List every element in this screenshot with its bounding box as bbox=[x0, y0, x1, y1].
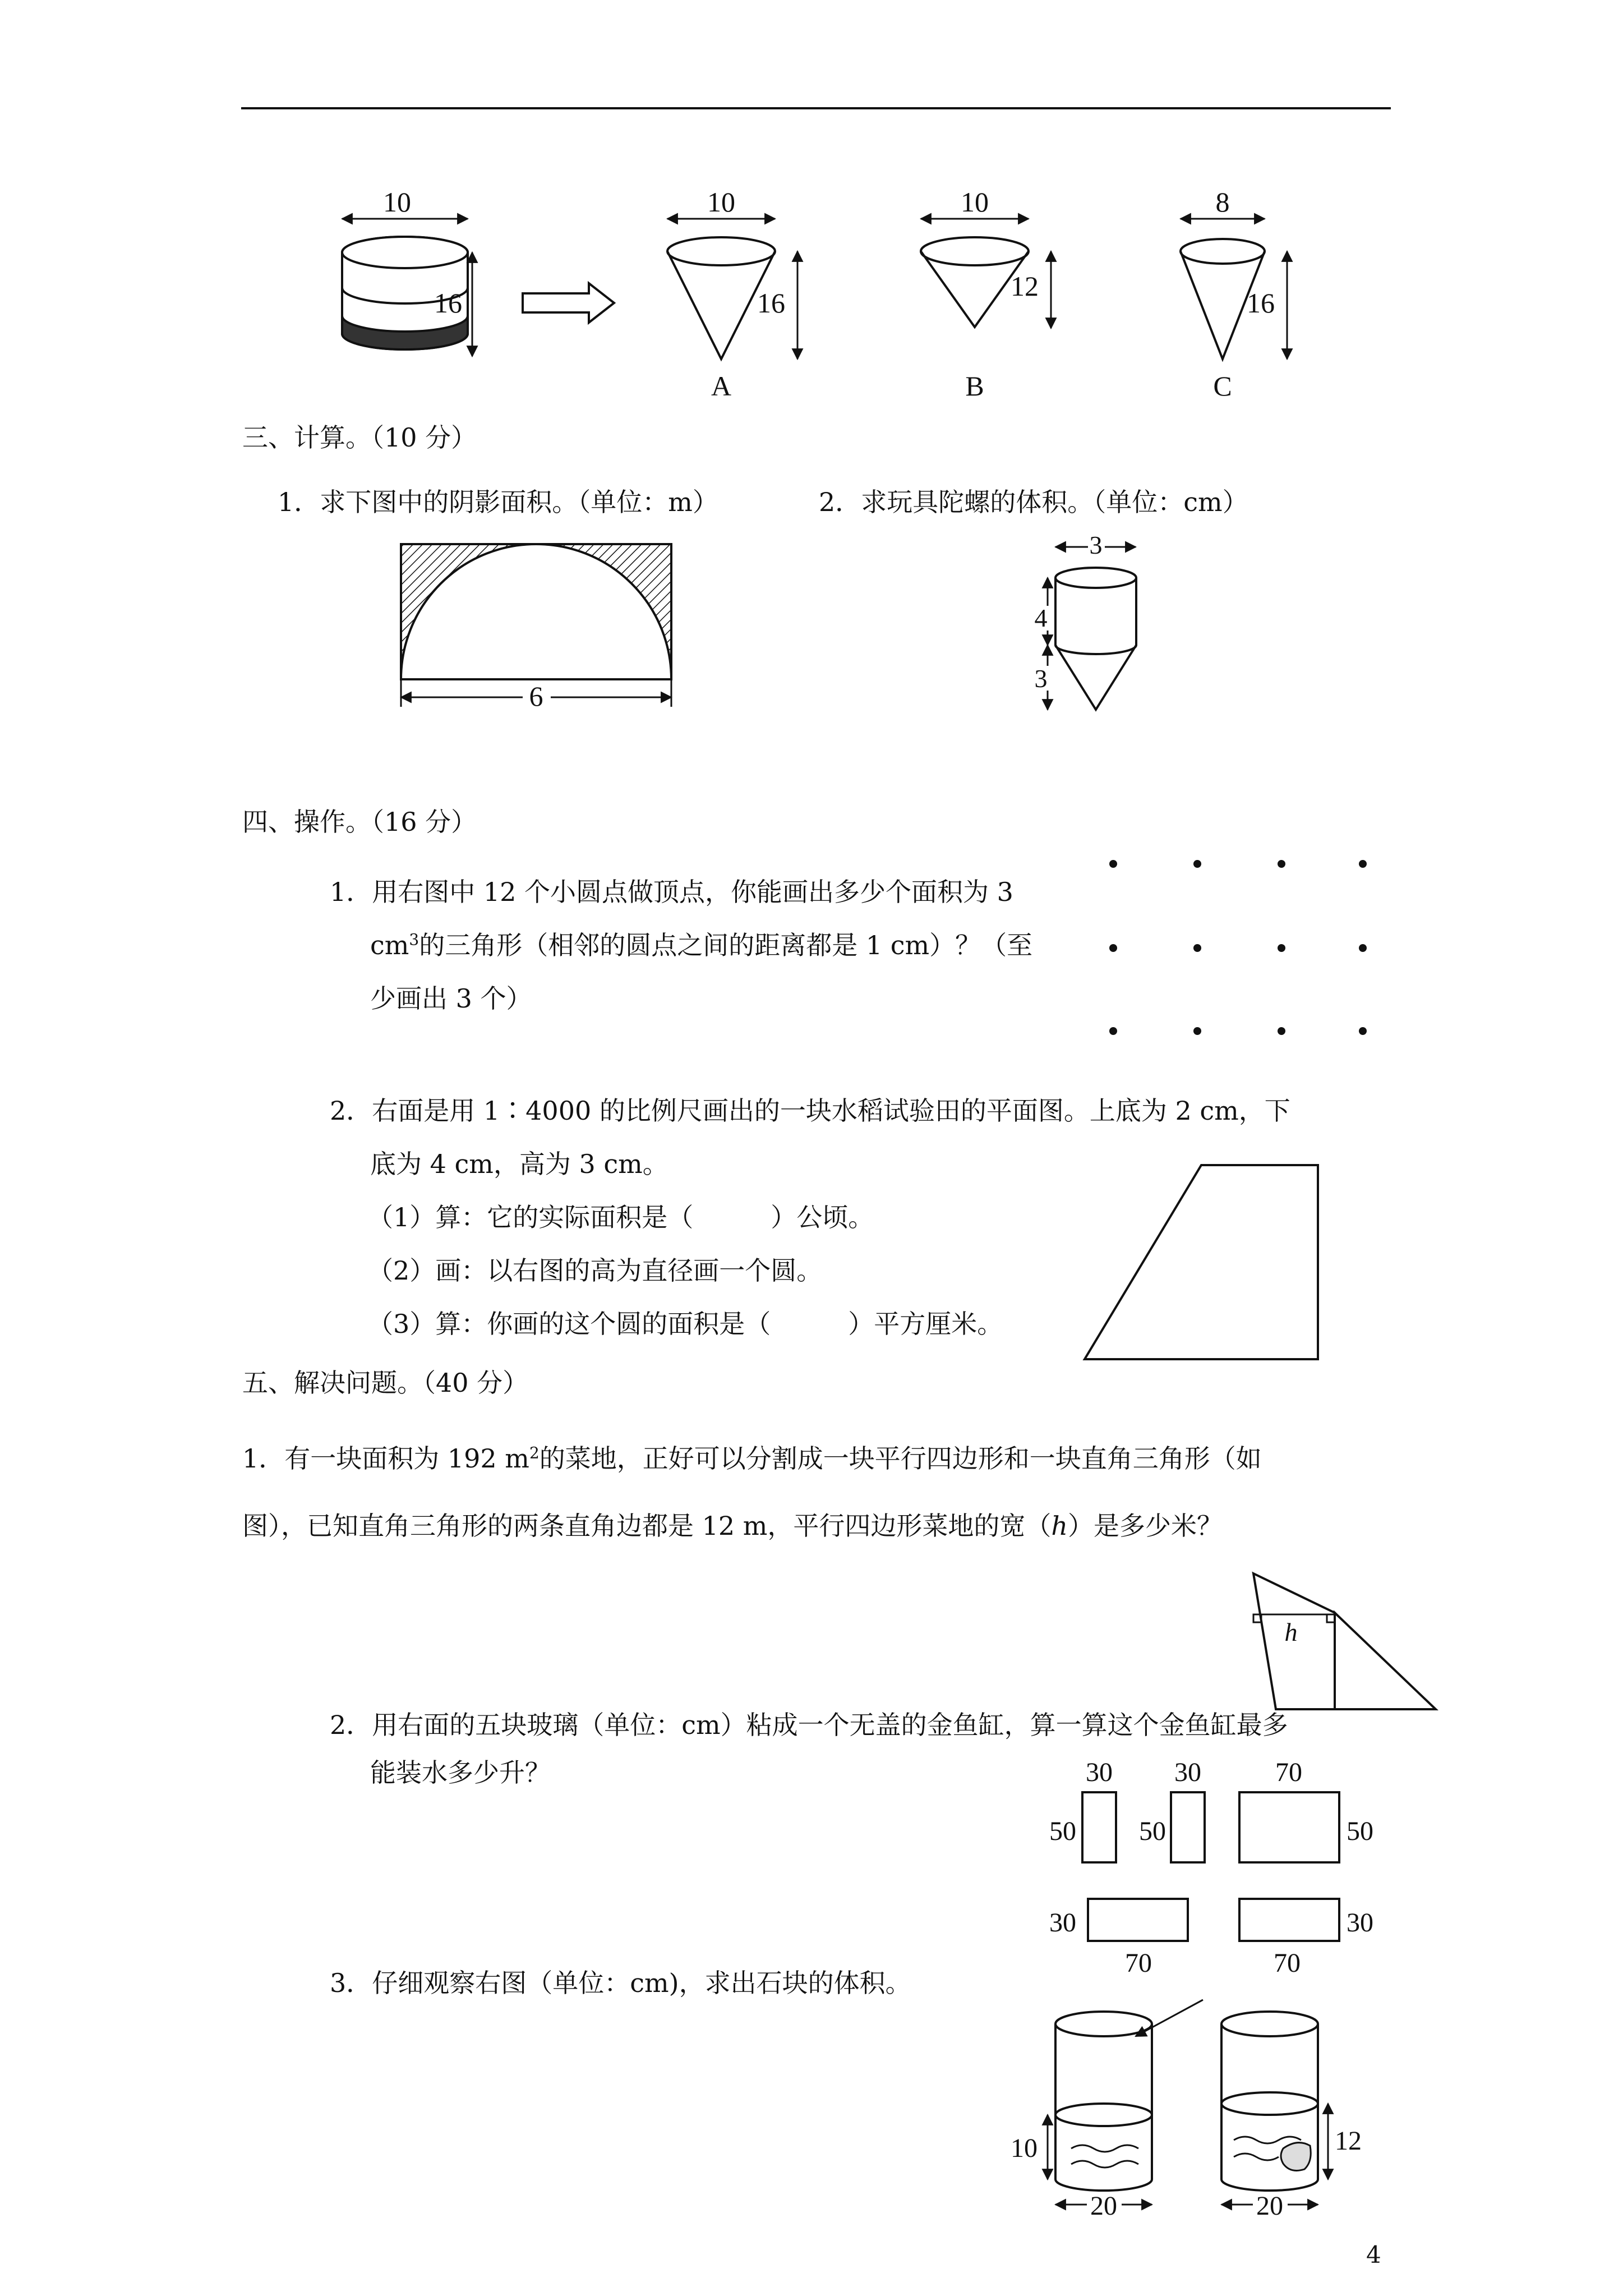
cylinder-side-dim: 16 bbox=[434, 287, 462, 319]
cone-a-side-dim: 16 bbox=[757, 287, 785, 319]
panel-a-side: 50 bbox=[1049, 1816, 1076, 1846]
cone-c-label: C bbox=[1213, 370, 1232, 402]
glass-panels-figure bbox=[1038, 1753, 1385, 1977]
left-water-height: 10 bbox=[1011, 2133, 1038, 2163]
water-stone-figure bbox=[1009, 1986, 1402, 2221]
cylinder-top-dim: 10 bbox=[383, 186, 411, 218]
section-5-q3: 3．仔细观察右图（单位：cm)，求出石块的体积。 bbox=[330, 1968, 911, 1998]
top-diameter-dim: 3 bbox=[1089, 531, 1103, 559]
spinning-top-figure bbox=[1026, 530, 1155, 721]
section-3-title: 三、计算。（10 分） bbox=[242, 422, 477, 453]
section-5-q2-line2: 能装水多少升？ bbox=[370, 1757, 551, 1788]
cone-b-side-dim: 12 bbox=[1011, 270, 1039, 302]
parallelogram-triangle-figure bbox=[1251, 1571, 1441, 1717]
width-h-label: h bbox=[1284, 1618, 1298, 1646]
section-3-q1: 1．求下图中的阴影面积。（单位：m） bbox=[278, 487, 718, 517]
cone-b-label: B bbox=[965, 370, 984, 402]
cone-a-label: A bbox=[711, 370, 732, 402]
panel-d-side: 30 bbox=[1049, 1908, 1076, 1938]
panel-b-top: 30 bbox=[1174, 1757, 1201, 1787]
section-4-q1-line1: 1．用右图中 12 个小圆点做顶点，你能画出多少个面积为 3 bbox=[330, 877, 1013, 907]
right-water-height: 12 bbox=[1335, 2126, 1362, 2156]
section-4-q2-sub2: （2）画：以右图的高为直径画一个圆。 bbox=[367, 1255, 823, 1286]
cone-height-dim: 3 bbox=[1034, 664, 1048, 693]
left-diameter: 20 bbox=[1090, 2191, 1117, 2221]
section-5-q1-line2: 图），已知直角三角形的两条直角边都是 12 m，平行四边形菜地的宽（h）是多少米？ bbox=[242, 1511, 1223, 1541]
dot-grid bbox=[1099, 853, 1374, 1043]
cone-a-top-dim: 10 bbox=[707, 186, 735, 218]
semicircle-width-dim: 6 bbox=[529, 680, 543, 712]
cone-c-side-dim: 16 bbox=[1247, 287, 1275, 319]
section-4-title: 四、操作。（16 分） bbox=[242, 807, 477, 837]
right-diameter: 20 bbox=[1256, 2191, 1283, 2221]
section-3-q2: 2．求玩具陀螺的体积。（单位：cm） bbox=[819, 487, 1248, 517]
cylinder-height-dim: 4 bbox=[1034, 604, 1048, 632]
section-5-q2-line1: 2．用右面的五块玻璃（单位：cm）粘成一个无盖的金鱼缸，算一算这个金鱼缸最多 bbox=[330, 1710, 1288, 1740]
header-rule bbox=[241, 107, 1391, 109]
transform-arrow bbox=[523, 283, 614, 323]
panel-b-side: 50 bbox=[1139, 1816, 1166, 1846]
semicircle-shaded-figure bbox=[393, 536, 684, 715]
page-number: 4 bbox=[1366, 2241, 1381, 2269]
section-4-q2-sub1: （1）算：它的实际面积是（ ）公顷。 bbox=[367, 1202, 874, 1232]
cone-c-top-dim: 8 bbox=[1215, 186, 1230, 218]
panel-a-top: 30 bbox=[1086, 1757, 1113, 1787]
panel-c-top: 70 bbox=[1275, 1757, 1302, 1787]
section-5-q1-line1: 1．有一块面积为 192 $m^2$的菜地，正好可以分割成一块平行四边形和一块直角三角形（如 bbox=[242, 1443, 1262, 1474]
section-4-q2-line2: 底为 4 cm，高为 3 cm。 bbox=[370, 1149, 668, 1179]
panel-e-bottom: 70 bbox=[1274, 1948, 1301, 1978]
panel-e-side: 30 bbox=[1347, 1908, 1373, 1938]
stone-shape bbox=[1281, 2143, 1311, 2171]
section-5-title: 五、解决问题。（40 分） bbox=[242, 1368, 529, 1398]
section-4-q1-line2: $cm^3$的三角形（相邻的圆点之间的距离都是 1 cm）？（至 bbox=[370, 930, 1033, 960]
trapezoid-field-figure bbox=[1077, 1158, 1329, 1366]
section-4-q2-line1: 2．右面是用 1∶4000 的比例尺画出的一块水稻试验田的平面图。上底为 2 cm，下 bbox=[330, 1096, 1290, 1126]
section-4-q1-line3: 少画出 3 个） bbox=[370, 983, 532, 1014]
cone-b-top-dim: 10 bbox=[961, 186, 989, 218]
cylinder-cone-figure bbox=[325, 188, 1312, 407]
section-4-q2-sub3: （3）算：你画的这个圆的面积是（ ）平方厘米。 bbox=[367, 1309, 1003, 1339]
panel-c-side: 50 bbox=[1347, 1816, 1373, 1846]
panel-d-bottom: 70 bbox=[1125, 1948, 1152, 1978]
